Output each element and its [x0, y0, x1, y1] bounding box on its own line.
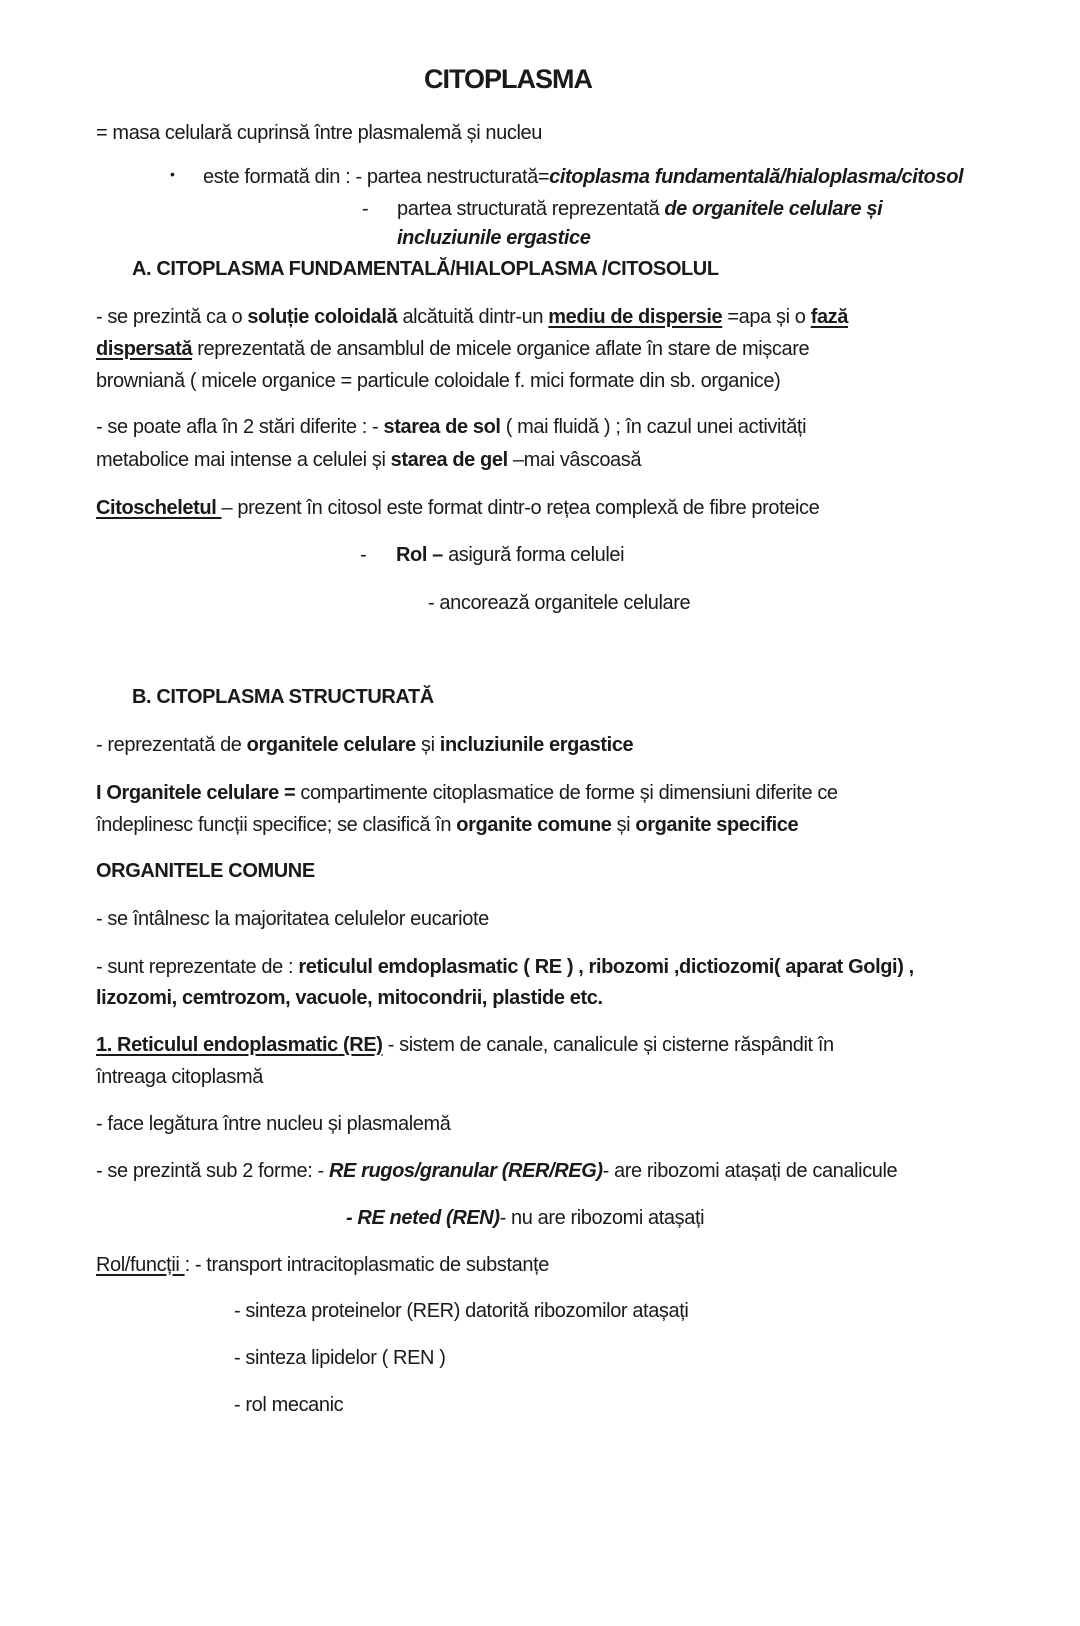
er-roles-line3: - sinteza lipidelor ( REN )	[234, 1347, 446, 1369]
cytoskeleton-role-dash: -	[360, 544, 367, 566]
section-a-p2-line2: metabolice mai intense a celulei și starea de gel –mai vâscoasă	[96, 449, 642, 471]
er-p3: - RE neted (REN)- nu are ribozomi atașați	[346, 1207, 705, 1229]
cytoskeleton-line: Citoscheletul – prezent în citosol este format dintr-o rețea complexă de fibre proteice	[96, 497, 820, 519]
section-a-p1-line3: browniană ( micele organice = particule coloidale f. mici formate din sb. organice)	[96, 370, 781, 392]
section-b-heading: B. CITOPLASMA STRUCTURATĂ	[132, 686, 434, 708]
common-organelles-p1: - se întâlnesc la majoritatea celulelor eucariote	[96, 908, 489, 930]
section-b-p2-line2: îndeplinesc funcții specifice; se clasifică în organite comune și organite specifice	[96, 814, 799, 836]
common-organelles-p2-line2: lizozomi, cemtrozom, vacuole, mitocondrii, plastide etc.	[96, 987, 603, 1009]
composition-line-3: incluziunile ergastice	[397, 227, 591, 249]
common-organelles-p2-line1: - sunt reprezentate de : reticulul emdoplasmatic ( RE ) , ribozomi ,dictiozomi( aparat Golgi) ,	[96, 956, 914, 978]
section-b-p2-line1: I Organitele celulare = compartimente citoplasmatice de forme și dimensiuni diferite ce	[96, 782, 838, 804]
section-b-p1: - reprezentată de organitele celulare și incluziunile ergastice	[96, 734, 634, 756]
er-line1: 1. Reticulul endoplasmatic (RE) - sistem de canale, canalicule și cisterne răspândit în	[96, 1034, 834, 1056]
page-title: CITOPLASMA	[424, 64, 593, 94]
composition-dash: -	[362, 198, 369, 220]
er-p1: - face legătura între nucleu și plasmalemă	[96, 1113, 451, 1135]
composition-line-2: partea structurată reprezentată de organitele celulare și	[397, 198, 883, 220]
cytoskeleton-role-2: - ancorează organitele celulare	[428, 592, 691, 614]
section-a-p1-line1: - se prezintă ca o soluție coloidală alcătuită dintr-un mediu de dispersie =apa și o fază	[96, 306, 849, 328]
section-a-heading: A. CITOPLASMA FUNDAMENTALĂ/HIALOPLASMA /CITOSOLUL	[132, 258, 719, 280]
composition-line-1: este formată din : - partea nestructurată=citoplasma fundamentală/hialoplasma/citosol	[203, 166, 964, 188]
cytoskeleton-role-1: Rol – asigură forma celulei	[396, 544, 625, 566]
section-a-p2-line1: - se poate afla în 2 stări diferite : - starea de sol ( mai fluidă ) ; în cazul unei activități	[96, 416, 807, 438]
er-roles-line2: - sinteza proteinelor (RER) datorită ribozomilor atașați	[234, 1300, 689, 1322]
er-line2: întreaga citoplasmă	[96, 1066, 263, 1088]
definition-text: = masa celulară cuprinsă între plasmalemă și nucleu	[96, 122, 542, 144]
section-a-p1-line2: dispersată reprezentată de ansamblul de micele organice aflate în stare de mișcare	[96, 338, 810, 360]
er-roles-line1: Rol/funcții : - transport intracitoplasmatic de substanțe	[96, 1254, 549, 1276]
er-p2: - se prezintă sub 2 forme: - RE rugos/granular (RER/REG)- are ribozomi atașați de canalicule	[96, 1160, 898, 1182]
common-organelles-heading: ORGANITELE COMUNE	[96, 860, 315, 882]
er-roles-line4: - rol mecanic	[234, 1394, 344, 1416]
bullet-icon: •	[170, 166, 175, 182]
